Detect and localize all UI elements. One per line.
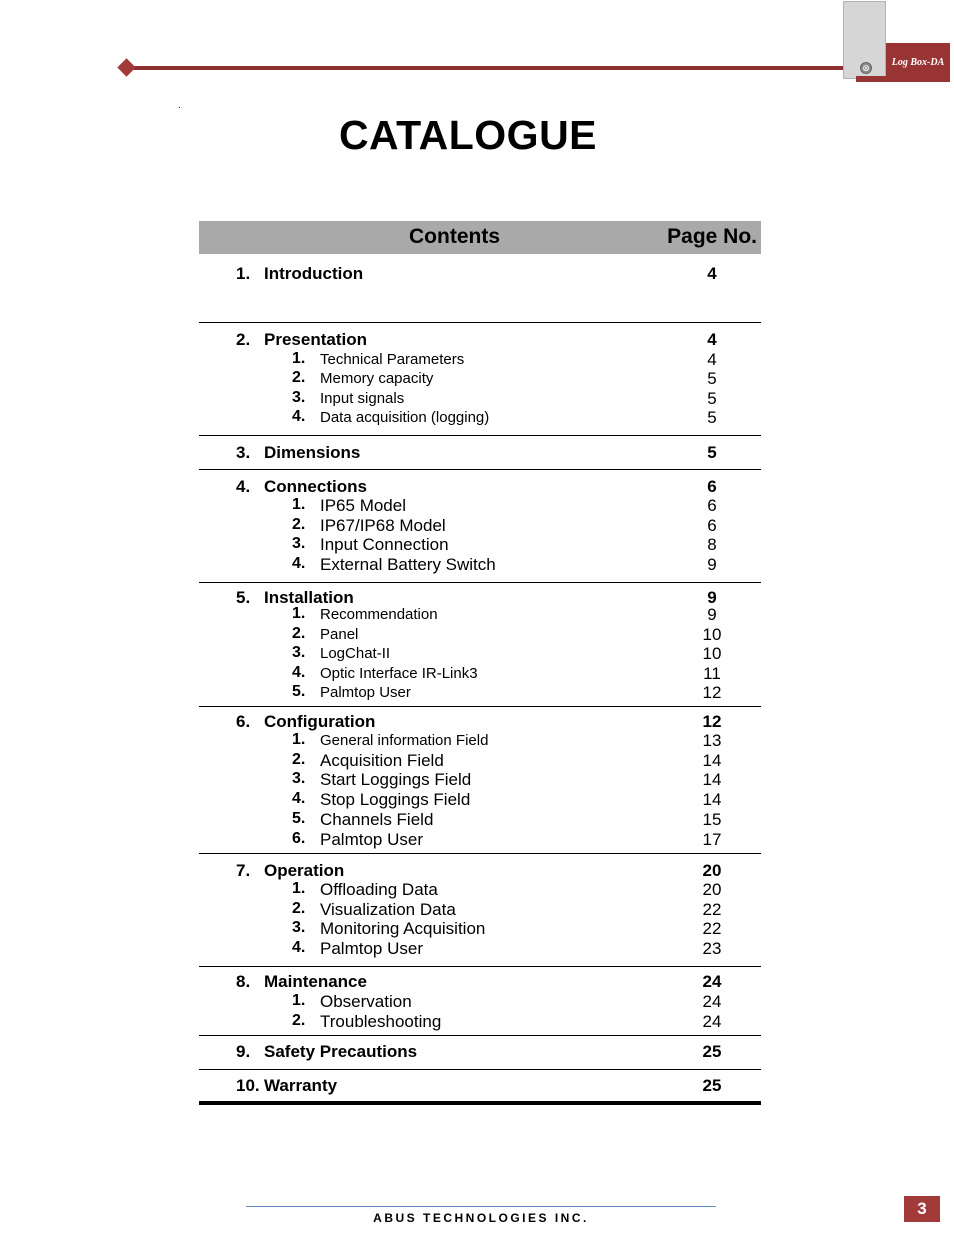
subsection-page: 11 <box>703 663 721 683</box>
subsection-page: 22 <box>702 899 722 919</box>
footer-rule <box>246 1206 716 1207</box>
subsection-number: 3. <box>292 388 306 406</box>
section-title: Configuration <box>264 712 376 731</box>
subsection-page: 22 <box>702 919 722 939</box>
subsection-number: 3. <box>292 919 306 937</box>
subsection-title: Optic Interface IR-Link3 <box>320 664 478 682</box>
section-number: 10. <box>236 1076 260 1095</box>
subsection-number: 1. <box>292 731 306 748</box>
subsection-title: Input signals <box>320 389 405 407</box>
subsection-number: 5. <box>292 683 306 701</box>
subsection-number: 1. <box>292 880 306 897</box>
table-of-contents <box>199 221 761 1105</box>
toc-body <box>199 254 761 1105</box>
subsection-title: Offloading Data <box>320 880 438 899</box>
toc-section <box>199 254 761 323</box>
subsection-title: Palmtop User <box>320 684 411 702</box>
subsection-title: General information Field <box>320 732 489 749</box>
subsection-number: 2. <box>292 515 306 533</box>
section-number: 5. <box>236 588 251 607</box>
section-page: 20 <box>702 861 722 880</box>
subsection-title: External Battery Switch <box>320 555 496 575</box>
section-page: 4 <box>707 330 717 349</box>
subsection-number: 1. <box>292 350 306 367</box>
subsection-title: Visualization Data <box>320 899 456 919</box>
section-number: 6. <box>236 712 251 731</box>
subsection-page: 23 <box>702 939 722 959</box>
subsection-title: Channels Field <box>320 809 434 829</box>
subsection-number: 3. <box>292 535 306 553</box>
toc-header-contents: Contents <box>409 225 500 248</box>
toc-header <box>199 221 761 254</box>
section-page: 24 <box>702 972 722 991</box>
toc-header-page-no: Page No. <box>667 225 757 248</box>
page-title: CATALOGUE <box>338 112 598 158</box>
subsection-number: 2. <box>292 899 306 917</box>
section-number: 8. <box>236 972 251 991</box>
toc-section <box>199 470 761 583</box>
footer-company: ABUS TECHNOLOGIES INC. <box>373 1211 589 1225</box>
toc-section <box>199 323 761 436</box>
subsection-number: 4. <box>292 939 306 957</box>
subsection-page: 9 <box>707 555 717 575</box>
subsection-title: Recommendation <box>320 606 438 623</box>
subsection-page: 14 <box>702 770 722 790</box>
header-diamond-ornament <box>117 58 135 76</box>
subsection-number: 1. <box>292 496 306 513</box>
subsection-page: 13 <box>702 731 722 750</box>
subsection-page: 20 <box>702 880 722 899</box>
subsection-title: Stop Loggings Field <box>320 790 471 810</box>
subsection-title: Start Loggings Field <box>320 770 472 790</box>
subsection-title: Troubleshooting <box>320 1012 442 1031</box>
subsection-number: 1. <box>292 605 306 622</box>
subsection-number: 6. <box>292 829 306 847</box>
subsection-number: 4. <box>292 407 306 425</box>
subsection-page: 10 <box>702 624 722 644</box>
toc-section <box>199 967 761 1036</box>
circle-x-icon: ⊗ <box>860 62 872 74</box>
toc-section <box>199 436 761 470</box>
subsection-number: 4. <box>292 790 306 808</box>
header-rule <box>128 66 856 70</box>
subsection-page: 6 <box>707 496 717 515</box>
subsection-page: 10 <box>702 644 722 664</box>
subsection-page: 8 <box>707 535 717 555</box>
stray-dot: . <box>178 100 181 111</box>
section-page: 9 <box>707 588 717 607</box>
section-title: Warranty <box>264 1076 338 1095</box>
subsection-page: 6 <box>707 515 717 535</box>
section-page: 5 <box>707 443 717 462</box>
subsection-title: Input Connection <box>320 535 449 555</box>
section-number: 1. <box>236 264 251 283</box>
subsection-number: 3. <box>292 770 306 788</box>
subsection-title: Monitoring Acquisition <box>320 919 486 939</box>
subsection-number: 2. <box>292 1012 306 1029</box>
subsection-page: 12 <box>702 683 722 703</box>
subsection-number: 5. <box>292 809 306 827</box>
subsection-title: Palmtop User <box>320 829 423 849</box>
toc-section <box>199 854 761 967</box>
subsection-title: Observation <box>320 992 412 1011</box>
section-title: Safety Precautions <box>264 1042 418 1061</box>
section-number: 3. <box>236 443 251 462</box>
section-number: 2. <box>236 330 251 349</box>
subsection-title: LogChat-II <box>320 645 391 663</box>
subsection-page: 5 <box>707 407 717 427</box>
subsection-title: Palmtop User <box>320 939 423 959</box>
section-page: 12 <box>702 712 722 731</box>
section-title: Introduction <box>264 264 364 283</box>
subsection-title: Panel <box>320 625 359 643</box>
toc-section <box>199 583 761 707</box>
subsection-page: 9 <box>707 605 717 624</box>
subsection-number: 2. <box>292 369 306 387</box>
subsection-title: Acquisition Field <box>320 750 444 770</box>
section-page: 25 <box>702 1076 722 1095</box>
subsection-page: 4 <box>707 350 717 369</box>
section-title: Dimensions <box>264 443 361 462</box>
subsection-title: Memory capacity <box>320 370 434 388</box>
subsection-number: 3. <box>292 644 306 662</box>
subsection-number: 4. <box>292 663 306 681</box>
section-number: 7. <box>236 861 251 880</box>
subsection-page: 5 <box>707 388 717 408</box>
subsection-page: 24 <box>702 992 722 1011</box>
toc-section <box>199 1070 761 1105</box>
subsection-number: 1. <box>292 992 306 1009</box>
section-title: Operation <box>264 861 345 880</box>
subsection-number: 2. <box>292 624 306 642</box>
subsection-title: Data acquisition (logging) <box>320 408 490 426</box>
header-brand-label: Log Box-DA <box>891 57 945 68</box>
section-number: 9. <box>236 1042 251 1061</box>
subsection-page: 15 <box>702 809 722 829</box>
subsection-number: 4. <box>292 555 306 573</box>
subsection-page: 17 <box>702 829 722 849</box>
section-title: Connections <box>264 477 367 496</box>
toc-section <box>199 1036 761 1070</box>
subsection-page: 14 <box>702 750 722 770</box>
subsection-title: Technical Parameters <box>320 351 465 368</box>
section-number: 4. <box>236 477 251 496</box>
section-title: Installation <box>264 588 354 607</box>
section-page: 6 <box>707 477 717 496</box>
subsection-page: 24 <box>702 1012 722 1031</box>
section-title: Maintenance <box>264 972 367 991</box>
section-title: Presentation <box>264 330 367 349</box>
header-brand-strip <box>856 76 950 82</box>
toc-section <box>199 707 761 854</box>
subsection-title: IP65 Model <box>320 496 406 515</box>
subsection-title: IP67/IP68 Model <box>320 515 446 535</box>
subsection-page: 5 <box>707 369 717 389</box>
section-page: 25 <box>702 1042 722 1061</box>
subsection-page: 14 <box>702 790 722 810</box>
page-number-badge: 3 <box>904 1196 940 1222</box>
section-page: 4 <box>707 264 717 283</box>
subsection-number: 2. <box>292 750 306 768</box>
